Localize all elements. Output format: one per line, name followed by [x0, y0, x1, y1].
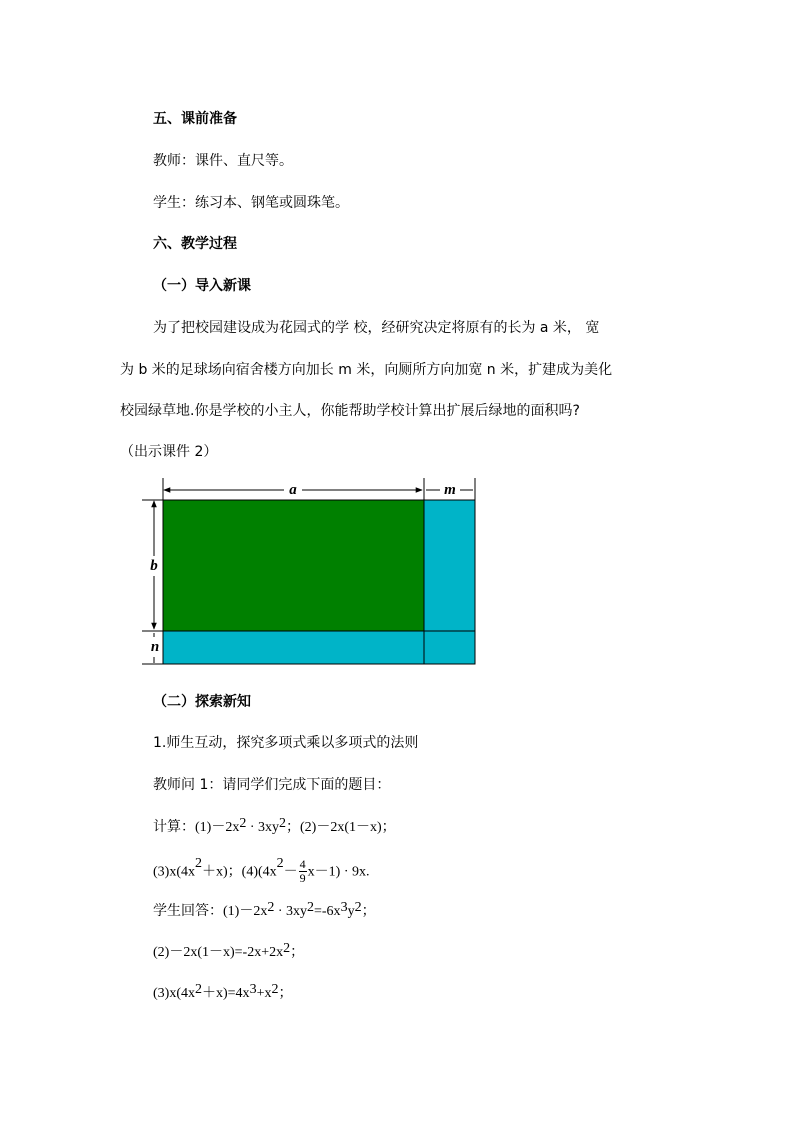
calc-expr-1c: ；(2)－2x(1－x)；: [286, 820, 396, 835]
section6-heading: 六、教学过程: [153, 236, 237, 252]
answer-1e: ；: [361, 904, 376, 919]
intro-paragraph-line4: （出示课件 2）: [120, 444, 218, 460]
exponent: 2: [283, 941, 291, 956]
exponent: 2: [195, 982, 202, 997]
answer-3b: ＋x)=4x: [202, 986, 250, 1001]
label-m: m: [444, 482, 456, 498]
exponent: 3: [340, 900, 348, 915]
label-b: b: [150, 558, 158, 574]
intro-paragraph-line1: 为了把校园建设成为花园式的学 校，经研究决定将原有的长为 a 米， 宽: [153, 320, 600, 336]
fraction-numerator: 4: [299, 857, 306, 871]
section5-heading: 五、课前准备: [153, 111, 237, 127]
answer-line-1: [153, 902, 376, 921]
fraction-denominator: 9: [299, 871, 306, 885]
intro-paragraph-line3: 校园绿草地.你是学校的小主人，你能帮助学校计算出扩展后绿地的面积吗?: [120, 403, 580, 419]
answer-2: (2)－2x(1－x)=-2x+2x: [153, 945, 284, 960]
exponent: 2: [195, 856, 202, 871]
teacher-question: 教师问 1：请同学们完成下面的题目：: [153, 777, 391, 793]
label-n: n: [150, 639, 160, 655]
calc-expr-3d: x－1) · 9x.: [307, 864, 370, 880]
intro-paragraph-line2: 为 b 米的足球场向宿舍楼方向加长 m 米，向厕所方向加宽 n 米，扩建成为美化: [120, 362, 613, 378]
exponent: 2: [276, 856, 284, 871]
teacher-prep-line: 教师：课件、直尺等。: [153, 153, 293, 169]
answer-1c: =-6x: [314, 904, 341, 919]
exponent: 2: [271, 982, 279, 997]
answer-3d: ；: [278, 986, 293, 1001]
exponent: 2: [279, 816, 286, 831]
extension-n-rect: [163, 631, 424, 664]
exponent: 2: [354, 900, 362, 915]
part1-heading: （一）导入新课: [153, 278, 251, 294]
answer-1b: · 3xy: [274, 904, 307, 919]
answer-line-2: [153, 943, 304, 962]
exponent: 2: [267, 900, 275, 915]
label-a: a: [289, 482, 297, 498]
interaction-item: 1.师生互动，探究多项式乘以多项式的法则: [153, 735, 419, 751]
extension-corner-rect: [424, 631, 475, 664]
answer-3: (3)x(4x: [153, 986, 195, 1001]
original-field-rect: [163, 500, 424, 631]
fraction: [299, 858, 307, 885]
calc-expr-1: (1)－2x: [195, 820, 240, 835]
answer-1d: y: [347, 904, 355, 919]
calc-line: [153, 818, 396, 837]
answer-3c: +x: [256, 986, 272, 1001]
exponent: 3: [249, 982, 257, 997]
exponent: 2: [307, 900, 314, 915]
calc-expr-3c: －: [283, 864, 298, 880]
calc-line-2: [153, 858, 369, 885]
calc-expr-1b: · 3xy: [246, 820, 279, 835]
area-diagram: [140, 474, 485, 670]
answer-1: (1)－2x: [223, 904, 268, 919]
extension-m-rect: [424, 500, 475, 631]
answer-line-3: [153, 984, 292, 1003]
calc-expr-3b: ＋x)；(4)(4x: [202, 864, 277, 880]
answer-label: 学生回答：: [153, 903, 223, 919]
student-prep-line: 学生：练习本、钢笔或圆珠笔。: [153, 195, 349, 211]
exponent: 2: [239, 816, 247, 831]
calc-expr-3: (3)x(4x: [153, 864, 195, 880]
calc-label: 计算：: [153, 819, 195, 835]
answer-2b: ；: [290, 945, 305, 960]
part2-heading: （二）探索新知: [153, 694, 251, 710]
